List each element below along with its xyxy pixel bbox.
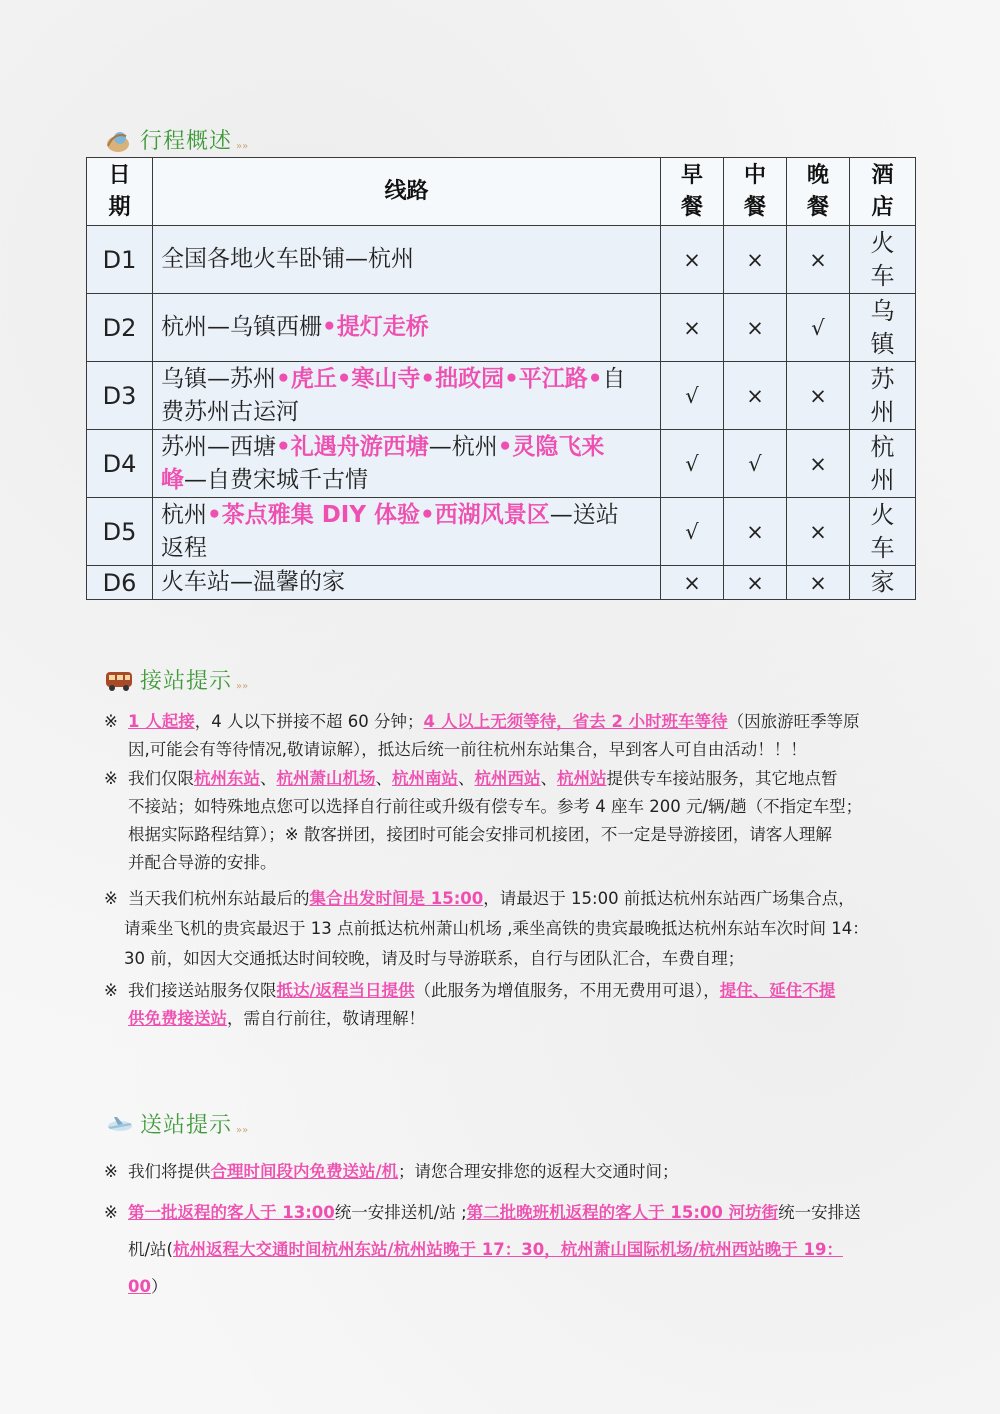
cell-hotel: 苏 州 xyxy=(850,362,916,430)
pickup-note-4: ※ 我们接送站服务仅限抵达/返程当日提供（此服务为增值服务，不用无费用可退），提住、延住不提 供免费接送站，需自行前往，敬请理解！ xyxy=(104,981,836,1028)
header-lunch: 中 餐 xyxy=(724,158,787,226)
cell-breakfast: × xyxy=(661,566,724,600)
table-row xyxy=(87,430,916,498)
cell-day: D5 xyxy=(87,498,153,566)
section-title-text: 送站提示 xyxy=(140,1113,233,1138)
table-row xyxy=(87,226,916,294)
section-title-pickup xyxy=(104,664,248,695)
cell-route: 杭州—乌镇西栅•提灯走桥 xyxy=(153,294,661,362)
section-title-itinerary xyxy=(104,124,248,155)
cell-day: D6 xyxy=(87,566,153,600)
cell-route: 乌镇—苏州•虎丘•寒山寺•拙政园•平江路•自 费苏州古运河 xyxy=(153,362,661,430)
cell-breakfast: √ xyxy=(661,430,724,498)
cell-lunch: √ xyxy=(724,430,787,498)
cell-hotel: 火 车 xyxy=(850,226,916,294)
pickup-note-1: ※ 1 人起接，4 人以下拼接不超 60 分钟；4 人以上无须等待，省去 2 小时班车等待（因旅游旺季等原 因,可能会有等待情况,敬请谅解），抵达后统一前往杭州东站集合，早到客人可自由活动！！！ xyxy=(104,712,860,759)
cell-lunch: × xyxy=(724,498,787,566)
section-title-text: 接站提示 xyxy=(140,669,233,694)
decor-arrows: »» xyxy=(236,681,249,692)
dropoff-note-1: ※ 我们将提供合理时间段内免费送站/机；请您合理安排您的返程大交通时间； xyxy=(104,1162,679,1181)
cell-breakfast: × xyxy=(661,294,724,362)
table-row xyxy=(87,294,916,362)
pickup-note-3: ※ 当天我们杭州东站最后的集合出发时间是 15:00，请最迟于 15:00 前抵达杭州东站西广场集合点， 请乘坐飞机的贵宾最迟于 13 点前抵达杭州萧山机场 ,乘坐高铁的贵宾最晚抵达杭州东站车次时间 14： 30 前，如因大交通抵达时间较晚，请及时与导游联系，自行与团队汇合，车费自理； xyxy=(104,889,869,968)
header-breakfast: 早 餐 xyxy=(661,158,724,226)
header-hotel: 酒 店 xyxy=(850,158,916,226)
pickup-note-2: ※ 我们仅限杭州东站、杭州萧山机场、杭州南站、杭州西站、杭州站提供专车接站服务，其它地点暂 不接站；如特殊地点您可以选择自行前往或升级有偿专车。参考 4 座车 200 元/辆/趟（不指定车型； 根据实际路程结算）；※ 散客拼团，接团时可能会安排司机接团，不一定是导游接团，请客人理解 并配合导游的安排。 xyxy=(104,769,863,872)
cell-dinner: √ xyxy=(787,294,850,362)
cell-lunch: × xyxy=(724,362,787,430)
cell-dinner: × xyxy=(787,566,850,600)
bus-icon xyxy=(104,666,134,694)
cell-route: 苏州—西塘•礼遇舟游西塘—杭州•灵隐飞来 峰—自费宋城千古情 xyxy=(153,430,661,498)
cell-hotel: 杭 州 xyxy=(850,430,916,498)
decor-arrows: »» xyxy=(236,141,249,152)
table-header-row xyxy=(87,158,916,226)
header-dinner: 晚 餐 xyxy=(787,158,850,226)
cell-hotel: 乌 镇 xyxy=(850,294,916,362)
dropoff-note-2: ※ 第一批返程的客人于 13:00统一安排送机/站 ;第二批晚班机返程的客人于 15:00 河坊街统一安排送 机/站(杭州返程大交通时间杭州东站/杭州站晚于 17：30，杭州萧山国际机场/杭州西站晚于 19： 00） xyxy=(104,1203,861,1296)
itinerary-table xyxy=(86,157,916,600)
cell-route: 全国各地火车卧铺—杭州 xyxy=(153,226,661,294)
airplane-icon xyxy=(104,1110,134,1138)
cell-lunch: × xyxy=(724,294,787,362)
cell-dinner: × xyxy=(787,498,850,566)
hand-bag-icon xyxy=(104,126,134,154)
cell-dinner: × xyxy=(787,362,850,430)
cell-day: D4 xyxy=(87,430,153,498)
cell-route: 火车站—温馨的家 xyxy=(153,566,661,600)
decor-arrows: »» xyxy=(236,1125,249,1136)
cell-day: D1 xyxy=(87,226,153,294)
cell-lunch: × xyxy=(724,226,787,294)
cell-hotel: 家 xyxy=(850,566,916,600)
cell-breakfast: √ xyxy=(661,362,724,430)
cell-lunch: × xyxy=(724,566,787,600)
cell-hotel: 火 车 xyxy=(850,498,916,566)
table-row xyxy=(87,566,916,600)
header-route: 线路 xyxy=(153,158,661,226)
section-title-dropoff xyxy=(104,1108,248,1139)
cell-dinner: × xyxy=(787,430,850,498)
section-title-text: 行程概述 xyxy=(140,129,233,154)
cell-breakfast: √ xyxy=(661,498,724,566)
cell-dinner: × xyxy=(787,226,850,294)
cell-breakfast: × xyxy=(661,226,724,294)
table-row xyxy=(87,362,916,430)
cell-day: D2 xyxy=(87,294,153,362)
header-day: 日 期 xyxy=(87,158,153,226)
table-row xyxy=(87,498,916,566)
cell-day: D3 xyxy=(87,362,153,430)
cell-route: 杭州•茶点雅集 DIY 体验•西湖风景区—送站 返程 xyxy=(153,498,661,566)
